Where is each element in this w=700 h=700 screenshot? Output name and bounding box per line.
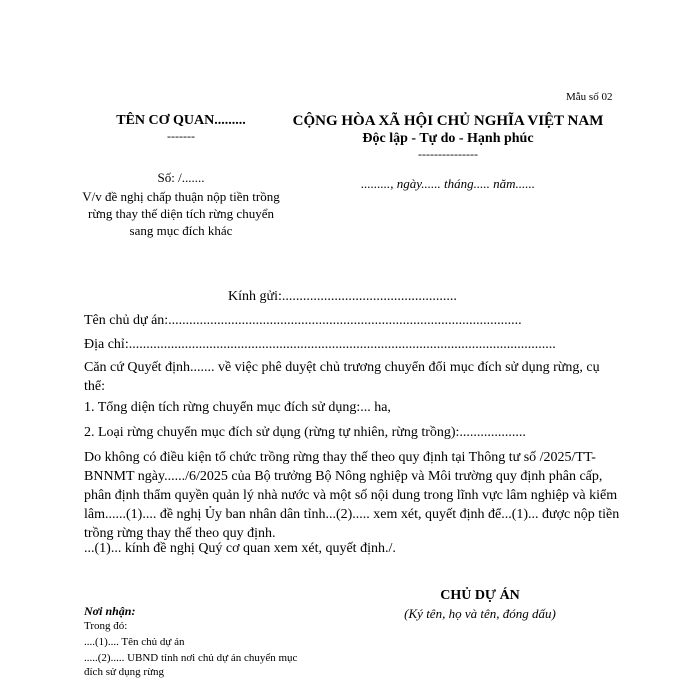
header-right [288, 113, 608, 159]
place-date-line: ........., ngày...... tháng..... năm...... [360, 176, 536, 191]
item-forest-type: 2. Loại rừng chuyển mục đích sử dụng (rừng tự nhiên, rừng trồng):................... [84, 425, 526, 440]
address-line: Địa chỉ:.......................................................................................................................... [84, 337, 556, 352]
agency-divider: ------- [167, 129, 195, 143]
legal-basis-paragraph: Căn cứ Quyết định....... về việc phê duyệt chủ trương chuyển đổi mục đích sử dụng rừng, cụ thể: [84, 360, 600, 394]
signature-instruction: (Ký tên, họ và tên, đóng dấu) [404, 606, 556, 621]
form-number: Mẫu số 02 [566, 91, 613, 103]
document-number: Số: /....... [157, 170, 205, 185]
document-subject: V/v đề nghị chấp thuận nộp tiền trồng rừng thay thế diện tích rừng chuyển sang mục đích khác [82, 189, 280, 238]
signer-title: CHỦ DỰ ÁN [440, 588, 520, 603]
recipient-line: đích sử dụng rừng [84, 666, 165, 678]
header-left [96, 113, 266, 141]
item-total-area: 1. Tổng diện tích rừng chuyển mục đích sử dụng:... ha, [84, 400, 391, 415]
closing-request-line: ...(1)... kính đề nghị Quý cơ quan xem xét, quyết định./. [84, 541, 396, 556]
main-request-paragraph: Do không có điều kiện tổ chức trồng rừng thay thế theo quy định tại Thông tư số /2025/TT-BNNMT ngày....../6/2025 của Bộ trưởng Bộ Nông nghiệp và Môi trường quy định phân cấp, phân định thẩm quyền quản lý nhà nước và một số nội dung trong lĩnh vực lâm nghiệp và kiểm lâm......(1).... đề nghị Ủy ban nhân dân tỉnh...(2)..... xem xét, quyết định để...(1)... được nộp tiền trồng rừng thay thế theo quy định. [84, 450, 620, 541]
agency-name: TÊN CƠ QUAN......... [116, 113, 246, 128]
recipients-title: Nơi nhận: [84, 604, 136, 618]
national-motto: Độc lập - Tự do - Hạnh phúc [362, 131, 534, 146]
recipient-line: ....(1).... Tên chủ dự án [84, 636, 185, 648]
signature-block [390, 588, 570, 622]
recipient-line: Trong đó: [84, 620, 128, 632]
project-owner-line: Tên chủ dự án:..................................................................................................... [84, 313, 522, 328]
recipient-line: .....(2)..... UBND tỉnh nơi chủ dự án chuyển mục [84, 652, 298, 664]
motto-divider: --------------- [418, 147, 478, 161]
nation-title: CỘNG HÒA XÃ HỘI CHỦ NGHĨA VIỆT NAM [292, 113, 604, 129]
addressee-line: Kính gửi:.................................................. [228, 289, 457, 304]
